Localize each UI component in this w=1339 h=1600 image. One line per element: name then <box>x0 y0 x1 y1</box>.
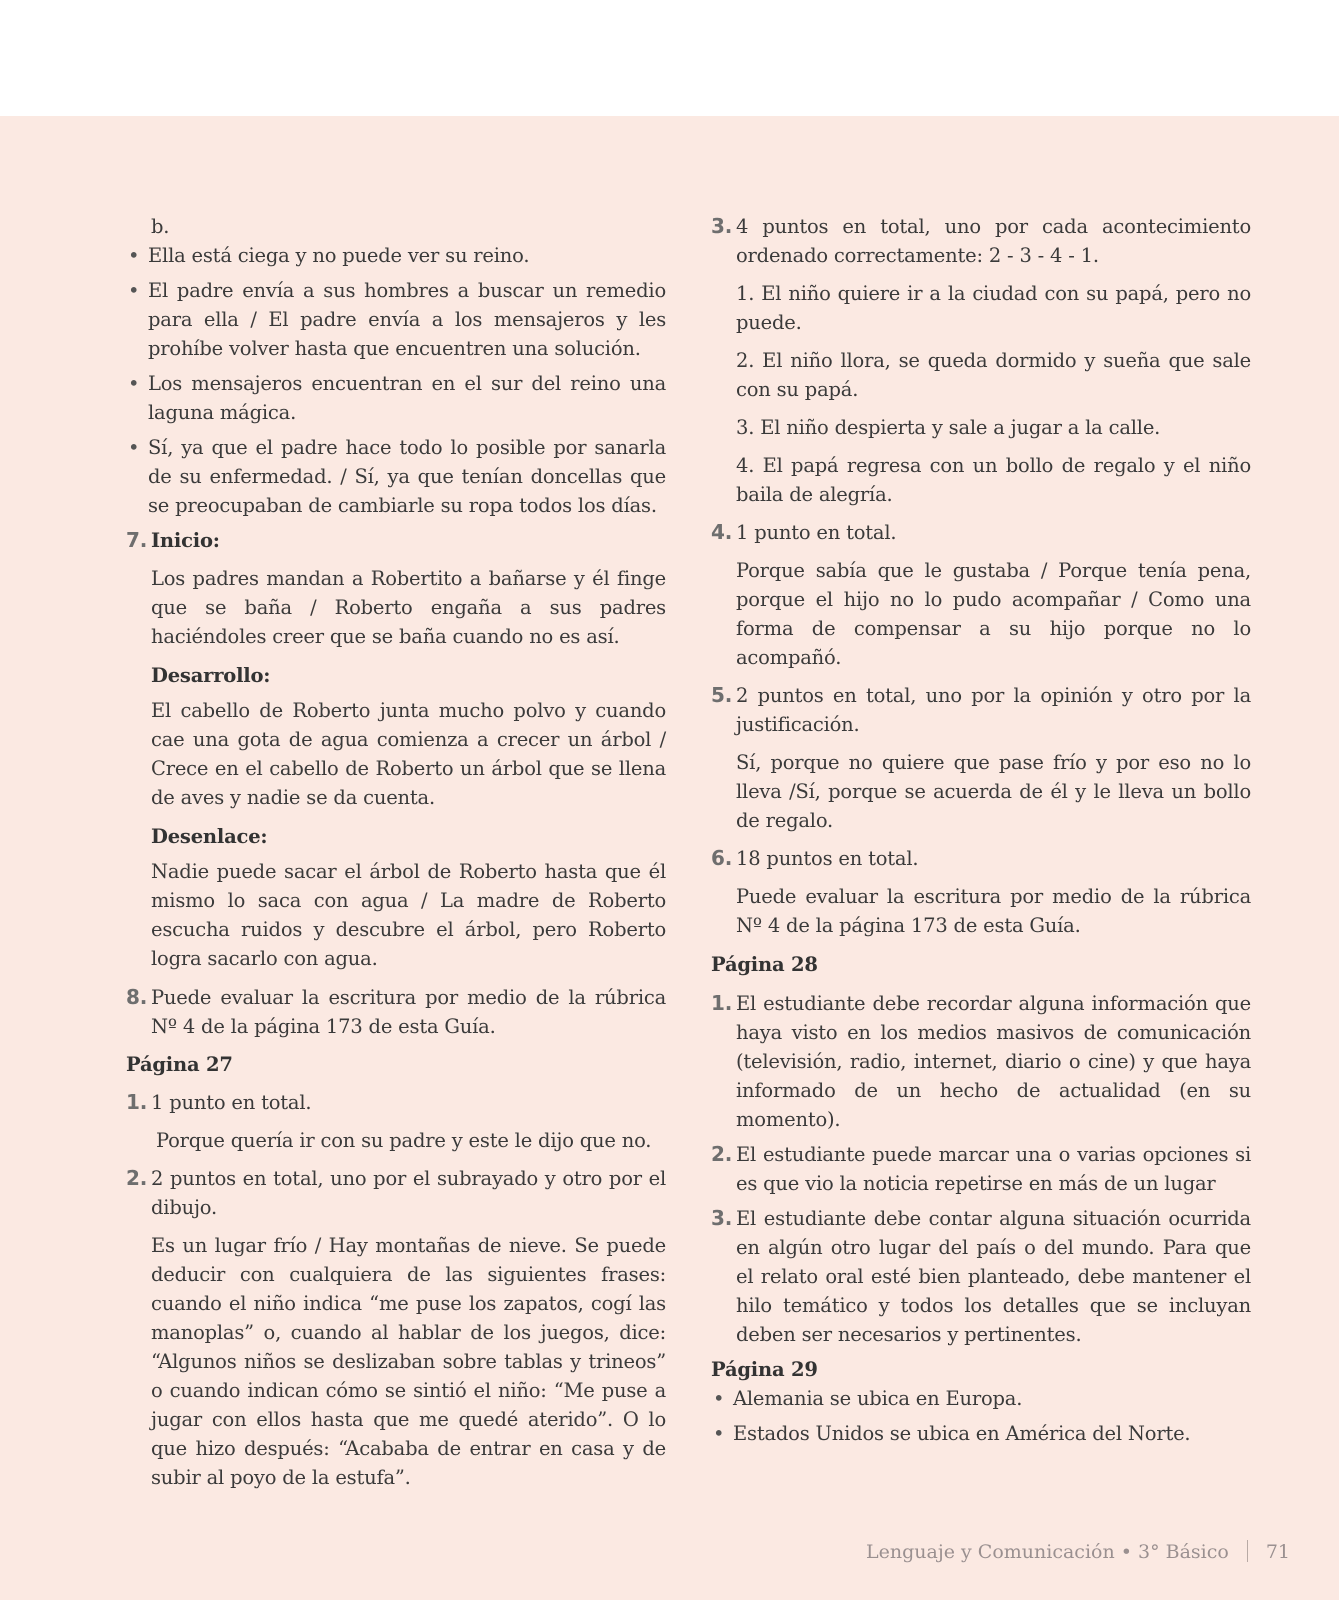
heading-pagina-29: Página 29 <box>711 1358 818 1381</box>
question-7 <box>126 526 666 973</box>
p27-question-2 <box>126 1164 666 1492</box>
desarrollo-label: Desarrollo: <box>151 664 271 687</box>
right-column <box>711 212 1251 1454</box>
event-item: 3. El niño despierta y sale a jugar a la calle. <box>736 416 1161 439</box>
p28-question-1 <box>711 989 1251 1134</box>
question-number: 3. <box>711 1206 733 1230</box>
question-3 <box>711 212 1251 509</box>
question-8-text: Puede evaluar la escritura por medio de la rúbrica Nº 4 de la página 173 de esta Guía. <box>151 986 666 1038</box>
footer-subject: Lenguaje y Comunicación • 3° Básico <box>866 1541 1229 1563</box>
answer-text: Es un lugar frío / Hay montañas de nieve. Se puede deducir con cualquiera de las siguientes frases: cuando el niño indica “me puse los zapatos, cogí las manoplas” o, cuando al hablar de los juegos, dice: “Algunos niños se deslizaban sobre tablas y trineos” o cuando indican cómo se sintió el niño: “Me puse a jugar con ellos hasta que me quedé aterido”. O lo que hizo después: “Acababa de entrar en casa y de subir al poyo de la estufa”. <box>151 1234 666 1489</box>
heading-pagina-27: Página 27 <box>126 1053 233 1076</box>
inicio-text: Los padres mandan a Robertito a bañarse y él finge que se baña / Roberto engaña a sus padres haciéndoles creer que se baña cuando no es así. <box>151 567 666 648</box>
question-number: 3. <box>711 214 733 238</box>
list-item: • Sí, ya que el padre hace todo lo posible por sanarla de su enfermedad. / Sí, ya que tenían doncellas que se preocupaban de cambiarle su ropa todos los días. <box>126 433 666 520</box>
p29-bullet-list <box>711 1384 1251 1448</box>
question-text: El estudiante puede marcar una o varias opciones si es que vio la noticia repetirse en más de un lugar <box>736 1143 1251 1195</box>
list-item: • Ella está ciega y no puede ver su reino. <box>126 241 666 270</box>
p28-question-3 <box>711 1204 1251 1349</box>
question-number: 6. <box>711 846 733 870</box>
question-number: 1. <box>126 1090 148 1114</box>
list-item: • El padre envía a sus hombres a buscar un remedio para ella / El padre envía a los mensajeros y les prohíbe volver hasta que encuentren una solución. <box>126 276 666 363</box>
question-6 <box>711 844 1251 940</box>
footer-divider <box>1247 1540 1248 1562</box>
answer-text: Porque quería ir con su padre y este le dijo que no. <box>156 1129 652 1152</box>
question-8 <box>126 983 666 1041</box>
desenlace-text: Nadie puede sacar el árbol de Roberto hasta que él mismo lo saca con agua / La madre de Roberto escucha ruidos y descubre el árbol, pero Roberto logra sacarlo con agua. <box>151 860 666 970</box>
event-item: 2. El niño llora, se queda dormido y sueña que sale con su papá. <box>736 349 1251 401</box>
answer-text: Sí, porque no quiere que pase frío y por eso no lo lleva /Sí, porque se acuerda de él y le lleva un bollo de regalo. <box>736 751 1251 832</box>
list-item: • Estados Unidos se ubica en América del Norte. <box>711 1419 1251 1448</box>
p28-question-2 <box>711 1140 1251 1198</box>
item-b-bullet-list <box>126 241 666 520</box>
page-number: 71 <box>1265 1541 1290 1563</box>
left-column <box>126 212 666 1492</box>
desarrollo-text: El cabello de Roberto junta mucho polvo y cuando cae una gota de agua comienza a crecer un árbol / Crece en el cabello de Roberto un árbol que se llena de aves y nadie se da cuenta. <box>151 699 666 809</box>
desenlace-label: Desenlace: <box>151 825 268 848</box>
question-number: 1. <box>711 991 733 1015</box>
question-text: El estudiante debe contar alguna situación ocurrida en algún otro lugar del país o del mundo. Para que el relato oral esté bien planteado, debe mantener el hilo temático y todos los detalles que se incluyan deben ser necesarios y pertinentes. <box>736 1207 1251 1346</box>
item-b-label: b. <box>151 215 170 238</box>
event-item: 1. El niño quiere ir a la ciudad con su papá, pero no puede. <box>736 282 1251 334</box>
question-5 <box>711 681 1251 835</box>
p27-question-1 <box>126 1088 666 1155</box>
question-text: El estudiante debe recordar alguna información que haya visto en los medios masivos de comunicación (televisión, radio, internet, diario o cine) y que haya informado de un hecho de actualidad (en su momento). <box>736 992 1251 1131</box>
question-text: 2 puntos en total, uno por el subrayado y otro por el dibujo. <box>151 1167 666 1219</box>
question-number: 2. <box>711 1142 733 1166</box>
question-number: 4. <box>711 520 733 544</box>
answer-text: Puede evaluar la escritura por medio de la rúbrica Nº 4 de la página 173 de esta Guía. <box>736 885 1251 937</box>
question-number: 8. <box>126 985 148 1009</box>
question-number: 2. <box>126 1166 148 1190</box>
question-number: 7. <box>126 528 148 552</box>
question-text: 4 puntos en total, uno por cada acontecimiento ordenado correctamente: 2 - 3 - 4 - 1. <box>736 215 1251 267</box>
question-text: 1 punto en total. <box>151 1091 312 1114</box>
heading-pagina-28: Página 28 <box>711 953 818 976</box>
event-item: 4. El papá regresa con un bollo de regalo y el niño baila de alegría. <box>736 454 1251 506</box>
question-4 <box>711 518 1251 672</box>
list-item: • Los mensajeros encuentran en el sur del reino una laguna mágica. <box>126 369 666 427</box>
question-number: 5. <box>711 683 733 707</box>
inicio-label: Inicio: <box>151 529 220 552</box>
page-footer <box>0 1540 1290 1563</box>
question-text: 18 puntos en total. <box>736 847 919 870</box>
list-item: • Alemania se ubica en Europa. <box>711 1384 1251 1413</box>
question-text: 2 puntos en total, uno por la opinión y otro por la justificación. <box>736 684 1251 736</box>
question-text: 1 punto en total. <box>736 521 897 544</box>
answer-text: Porque sabía que le gustaba / Porque tenía pena, porque el hijo no lo pudo acompañar / Como una forma de compensar a su hijo porque no lo acompañó. <box>736 559 1251 669</box>
